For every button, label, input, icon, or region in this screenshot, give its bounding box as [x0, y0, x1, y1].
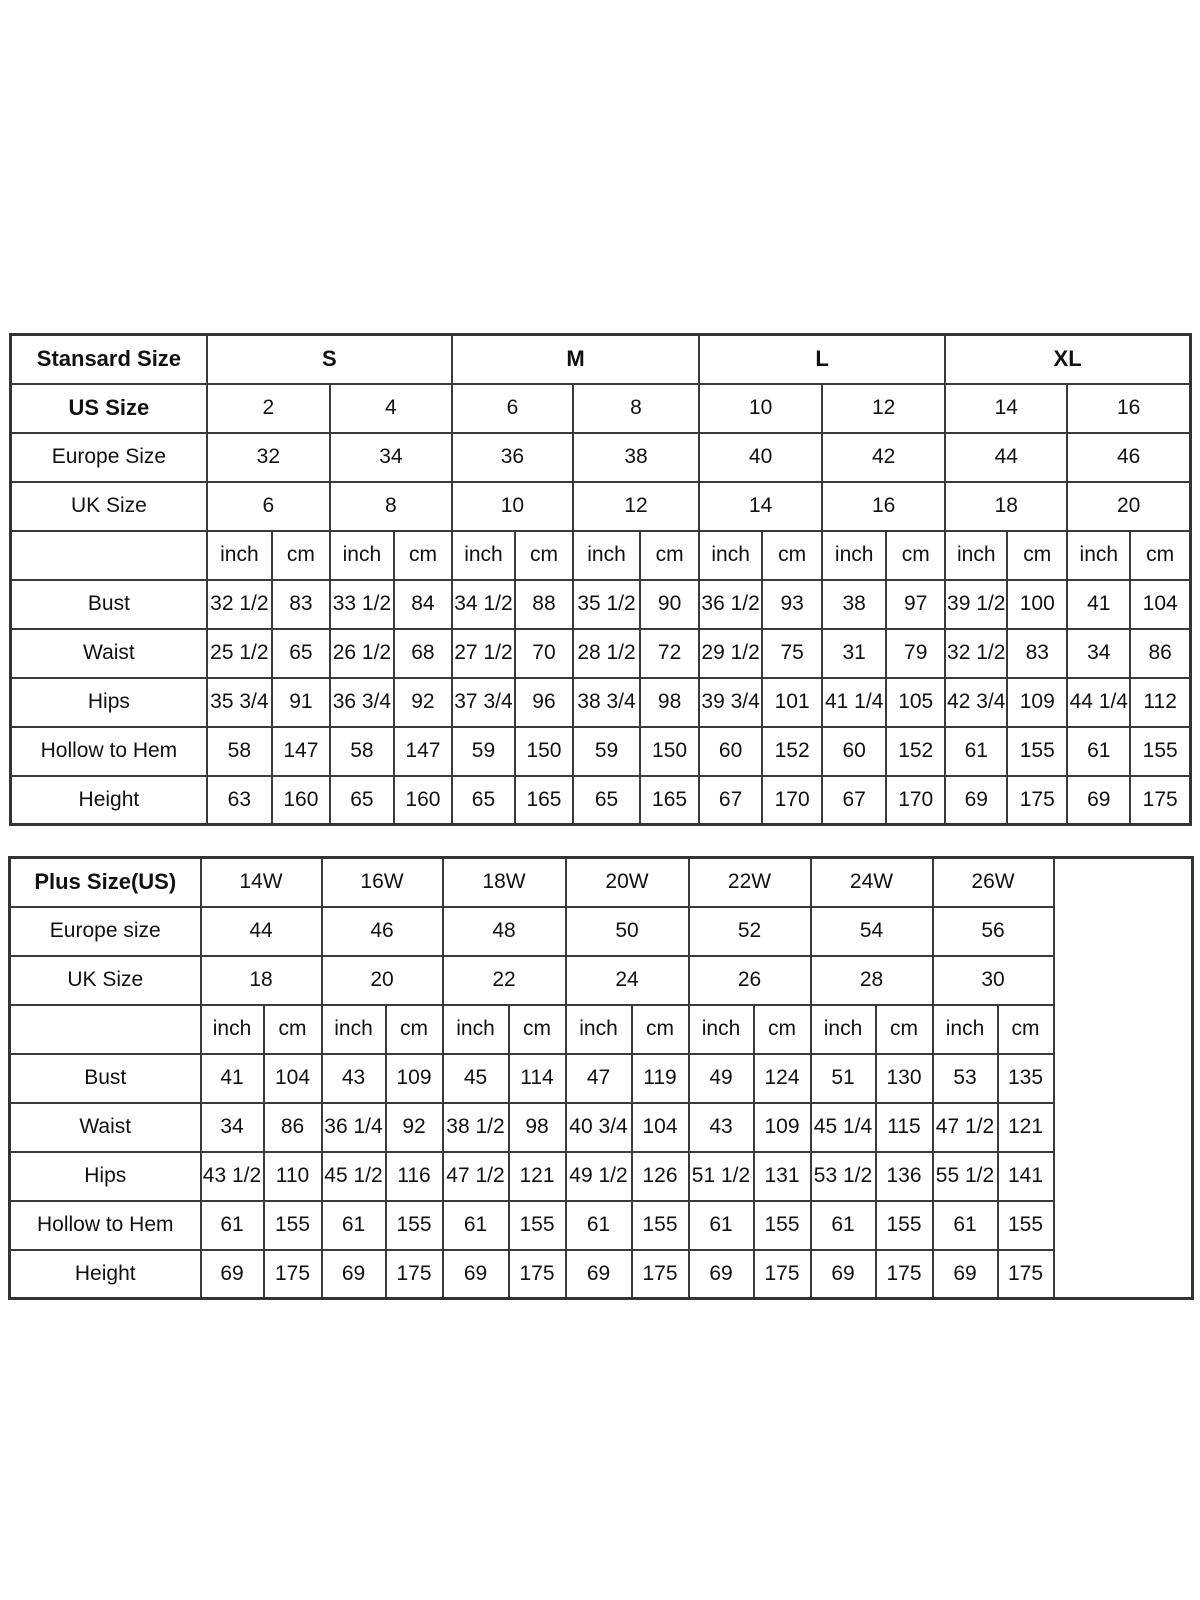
size-group-l: L — [699, 335, 945, 384]
measure-value: 45 1/2 — [322, 1152, 386, 1201]
us-size-value: 2 — [207, 384, 330, 433]
measure-value: 67 — [822, 776, 886, 825]
measure-value: 35 1/2 — [573, 580, 640, 629]
measure-value: 126 — [632, 1152, 689, 1201]
measure-value: 115 — [876, 1103, 933, 1152]
measure-value: 45 — [443, 1054, 509, 1103]
plus-uk-size-value: 22 — [443, 956, 566, 1005]
measure-value: 37 3/4 — [452, 678, 515, 727]
measure-value: 41 — [1067, 580, 1130, 629]
measure-value: 92 — [394, 678, 452, 727]
measure-value: 49 1/2 — [566, 1152, 632, 1201]
plus-size-table — [8, 856, 1194, 1300]
unit-inch-header: inch — [811, 1005, 876, 1054]
measure-value: 175 — [264, 1250, 322, 1299]
unit-inch-header: inch — [443, 1005, 509, 1054]
measure-value: 112 — [1130, 678, 1190, 727]
europe-size-value: 44 — [945, 433, 1067, 482]
plus-us-size-value: 16W — [322, 858, 443, 907]
unit-cm-header: cm — [386, 1005, 443, 1054]
measure-value: 88 — [515, 580, 573, 629]
standard-size-label: Stansard Size — [11, 335, 207, 384]
size-group-m: M — [452, 335, 699, 384]
plus-uk-size-value: 26 — [689, 956, 811, 1005]
measure-value: 135 — [998, 1054, 1054, 1103]
measure-value: 32 1/2 — [945, 629, 1007, 678]
unit-inch-header: inch — [322, 1005, 386, 1054]
measure-value: 72 — [640, 629, 699, 678]
plus-measure-row-hollow-to-hem — [10, 1201, 1193, 1250]
measure-value: 43 — [689, 1103, 754, 1152]
unit-inch-header: inch — [1067, 531, 1130, 580]
measure-value: 53 1/2 — [811, 1152, 876, 1201]
measure-value: 101 — [762, 678, 822, 727]
measure-value: 45 1/4 — [811, 1103, 876, 1152]
measure-value: 91 — [272, 678, 330, 727]
measure-value: 152 — [762, 727, 822, 776]
measure-value: 147 — [272, 727, 330, 776]
measure-value: 47 — [566, 1054, 632, 1103]
measure-value: 105 — [886, 678, 945, 727]
measure-value: 40 3/4 — [566, 1103, 632, 1152]
measure-value: 69 — [201, 1250, 264, 1299]
measure-value: 38 1/2 — [443, 1103, 509, 1152]
measure-value: 39 1/2 — [945, 580, 1007, 629]
measure-value: 69 — [945, 776, 1007, 825]
measure-value: 92 — [386, 1103, 443, 1152]
unit-cm-header: cm — [632, 1005, 689, 1054]
measure-value: 96 — [515, 678, 573, 727]
plus-measure-label-bust: Bust — [10, 1054, 201, 1103]
measure-value: 69 — [689, 1250, 754, 1299]
unit-cm-header: cm — [264, 1005, 322, 1054]
measure-value: 41 — [201, 1054, 264, 1103]
measure-label-bust: Bust — [11, 580, 207, 629]
measure-value: 65 — [573, 776, 640, 825]
size-group-xl: XL — [945, 335, 1190, 384]
measure-value: 70 — [515, 629, 573, 678]
plus-europe-size-value: 56 — [933, 907, 1054, 956]
measure-value: 61 — [201, 1201, 264, 1250]
measure-value: 68 — [394, 629, 452, 678]
measure-value: 59 — [452, 727, 515, 776]
uk-size-value: 8 — [330, 482, 452, 531]
measure-value: 36 3/4 — [330, 678, 394, 727]
measure-value: 165 — [640, 776, 699, 825]
unit-cm-header: cm — [1007, 531, 1067, 580]
uk-size-value: 20 — [1067, 482, 1190, 531]
plus-measure-row-waist — [10, 1103, 1193, 1152]
measure-value: 33 1/2 — [330, 580, 394, 629]
measure-value: 61 — [1067, 727, 1130, 776]
measure-value: 34 — [201, 1103, 264, 1152]
measure-value: 26 1/2 — [330, 629, 394, 678]
measure-row-hollow-to-hem — [11, 727, 1191, 776]
unit-inch-header: inch — [573, 531, 640, 580]
plus-us-size-value: 14W — [201, 858, 322, 907]
measure-value: 98 — [509, 1103, 566, 1152]
measure-value: 61 — [933, 1201, 998, 1250]
standard-size-table — [9, 333, 1192, 826]
measure-value: 155 — [386, 1201, 443, 1250]
measure-value: 175 — [1130, 776, 1190, 825]
uk-size-value: 18 — [945, 482, 1067, 531]
measure-value: 121 — [509, 1152, 566, 1201]
measure-value: 79 — [886, 629, 945, 678]
measure-value: 109 — [754, 1103, 811, 1152]
measure-value: 65 — [272, 629, 330, 678]
measure-value: 38 3/4 — [573, 678, 640, 727]
us-size-value: 12 — [822, 384, 945, 433]
unit-cm-header: cm — [886, 531, 945, 580]
measure-value: 69 — [1067, 776, 1130, 825]
measure-value: 155 — [998, 1201, 1054, 1250]
measure-value: 61 — [443, 1201, 509, 1250]
plus-us-size-value: 24W — [811, 858, 933, 907]
us-size-value: 10 — [699, 384, 822, 433]
unit-inch-header: inch — [330, 531, 394, 580]
measure-value: 155 — [632, 1201, 689, 1250]
measure-value: 61 — [811, 1201, 876, 1250]
unit-cm-header: cm — [394, 531, 452, 580]
measure-value: 34 1/2 — [452, 580, 515, 629]
measure-value: 65 — [452, 776, 515, 825]
plus-measure-row-height — [10, 1250, 1193, 1299]
measure-value: 38 — [822, 580, 886, 629]
measure-value: 34 — [1067, 629, 1130, 678]
measure-value: 43 1/2 — [201, 1152, 264, 1201]
uk-size-value: 14 — [699, 482, 822, 531]
us-size-value: 16 — [1067, 384, 1190, 433]
measure-value: 175 — [509, 1250, 566, 1299]
measure-label-hollow-to-hem: Hollow to Hem — [11, 727, 207, 776]
plus-uk-size-value: 28 — [811, 956, 933, 1005]
unit-inch-header: inch — [945, 531, 1007, 580]
unit-header-blank — [10, 1005, 201, 1054]
measure-value: 100 — [1007, 580, 1067, 629]
us-size-row — [11, 384, 1191, 433]
europe-size-label: Europe Size — [11, 433, 207, 482]
measure-value: 124 — [754, 1054, 811, 1103]
europe-size-value: 36 — [452, 433, 573, 482]
blank-area — [1054, 858, 1193, 1299]
measure-value: 136 — [876, 1152, 933, 1201]
plus-measure-label-hollow-to-hem: Hollow to Hem — [10, 1201, 201, 1250]
plus-uk-size-value: 24 — [566, 956, 689, 1005]
measure-value: 58 — [330, 727, 394, 776]
plus-uk-size-row — [10, 956, 1193, 1005]
plus-europe-size-label: Europe size — [10, 907, 201, 956]
measure-value: 55 1/2 — [933, 1152, 998, 1201]
europe-size-value: 38 — [573, 433, 699, 482]
plus-uk-size-value: 30 — [933, 956, 1054, 1005]
measure-value: 41 1/4 — [822, 678, 886, 727]
measure-value: 155 — [876, 1201, 933, 1250]
measure-value: 160 — [272, 776, 330, 825]
unit-inch-header: inch — [201, 1005, 264, 1054]
measure-value: 60 — [822, 727, 886, 776]
measure-value: 175 — [998, 1250, 1054, 1299]
plus-measure-row-bust — [10, 1054, 1193, 1103]
plus-measure-row-hips — [10, 1152, 1193, 1201]
measure-value: 150 — [640, 727, 699, 776]
unit-inch-header: inch — [207, 531, 272, 580]
measure-value: 121 — [998, 1103, 1054, 1152]
plus-europe-size-row — [10, 907, 1193, 956]
unit-cm-header: cm — [272, 531, 330, 580]
plus-uk-size-value: 18 — [201, 956, 322, 1005]
measure-value: 61 — [322, 1201, 386, 1250]
measure-value: 155 — [754, 1201, 811, 1250]
measure-value: 69 — [933, 1250, 998, 1299]
plus-us-size-value: 20W — [566, 858, 689, 907]
uk-size-row — [11, 482, 1191, 531]
europe-size-value: 42 — [822, 433, 945, 482]
measure-value: 47 1/2 — [933, 1103, 998, 1152]
europe-size-value: 32 — [207, 433, 330, 482]
unit-cm-header: cm — [876, 1005, 933, 1054]
measure-value: 98 — [640, 678, 699, 727]
unit-cm-header: cm — [1130, 531, 1190, 580]
plus-unit-header-row — [10, 1005, 1193, 1054]
plus-measure-label-waist: Waist — [10, 1103, 201, 1152]
uk-size-value: 10 — [452, 482, 573, 531]
measure-value: 53 — [933, 1054, 998, 1103]
measure-row-waist — [11, 629, 1191, 678]
measure-value: 86 — [1130, 629, 1190, 678]
measure-value: 155 — [509, 1201, 566, 1250]
plus-europe-size-value: 52 — [689, 907, 811, 956]
plus-europe-size-value: 48 — [443, 907, 566, 956]
measure-value: 90 — [640, 580, 699, 629]
unit-inch-header: inch — [699, 531, 762, 580]
measure-value: 58 — [207, 727, 272, 776]
plus-us-size-value: 26W — [933, 858, 1054, 907]
plus-measure-label-hips: Hips — [10, 1152, 201, 1201]
measure-value: 36 1/4 — [322, 1103, 386, 1152]
uk-size-value: 6 — [207, 482, 330, 531]
measure-value: 61 — [566, 1201, 632, 1250]
measure-value: 69 — [566, 1250, 632, 1299]
measure-value: 69 — [322, 1250, 386, 1299]
measure-value: 29 1/2 — [699, 629, 762, 678]
plus-size-label: Plus Size(US) — [10, 858, 201, 907]
measure-value: 84 — [394, 580, 452, 629]
measure-value: 42 3/4 — [945, 678, 1007, 727]
us-size-value: 6 — [452, 384, 573, 433]
measure-value: 69 — [443, 1250, 509, 1299]
plus-europe-size-value: 44 — [201, 907, 322, 956]
measure-value: 104 — [632, 1103, 689, 1152]
measure-value: 67 — [699, 776, 762, 825]
us-size-value: 4 — [330, 384, 452, 433]
measure-value: 43 — [322, 1054, 386, 1103]
measure-value: 175 — [386, 1250, 443, 1299]
plus-uk-size-value: 20 — [322, 956, 443, 1005]
size-group-s: S — [207, 335, 452, 384]
measure-value: 150 — [515, 727, 573, 776]
measure-value: 69 — [811, 1250, 876, 1299]
measure-value: 39 3/4 — [699, 678, 762, 727]
measure-value: 31 — [822, 629, 886, 678]
measure-value: 110 — [264, 1152, 322, 1201]
measure-value: 170 — [886, 776, 945, 825]
measure-value: 83 — [1007, 629, 1067, 678]
measure-value: 165 — [515, 776, 573, 825]
measure-value: 131 — [754, 1152, 811, 1201]
europe-size-value: 46 — [1067, 433, 1190, 482]
plus-us-size-row — [10, 858, 1193, 907]
measure-value: 170 — [762, 776, 822, 825]
measure-value: 109 — [386, 1054, 443, 1103]
europe-size-value: 40 — [699, 433, 822, 482]
measure-row-hips — [11, 678, 1191, 727]
measure-value: 28 1/2 — [573, 629, 640, 678]
measure-value: 49 — [689, 1054, 754, 1103]
measure-value: 97 — [886, 580, 945, 629]
unit-inch-header: inch — [689, 1005, 754, 1054]
unit-cm-header: cm — [754, 1005, 811, 1054]
measure-value: 175 — [1007, 776, 1067, 825]
measure-value: 119 — [632, 1054, 689, 1103]
plus-us-size-value: 18W — [443, 858, 566, 907]
measure-value: 93 — [762, 580, 822, 629]
measure-value: 116 — [386, 1152, 443, 1201]
measure-value: 83 — [272, 580, 330, 629]
measure-value: 109 — [1007, 678, 1067, 727]
plus-europe-size-value: 46 — [322, 907, 443, 956]
measure-value: 32 1/2 — [207, 580, 272, 629]
unit-header-blank — [11, 531, 207, 580]
uk-size-label: UK Size — [11, 482, 207, 531]
measure-label-waist: Waist — [11, 629, 207, 678]
measure-value: 152 — [886, 727, 945, 776]
measure-value: 61 — [689, 1201, 754, 1250]
europe-size-row — [11, 433, 1191, 482]
plus-us-size-value: 22W — [689, 858, 811, 907]
measure-value: 27 1/2 — [452, 629, 515, 678]
measure-value: 114 — [509, 1054, 566, 1103]
unit-inch-header: inch — [933, 1005, 998, 1054]
unit-cm-header: cm — [998, 1005, 1054, 1054]
measure-value: 51 1/2 — [689, 1152, 754, 1201]
measure-value: 175 — [876, 1250, 933, 1299]
measure-row-height — [11, 776, 1191, 825]
measure-value: 44 1/4 — [1067, 678, 1130, 727]
measure-value: 63 — [207, 776, 272, 825]
unit-cm-header: cm — [640, 531, 699, 580]
measure-value: 36 1/2 — [699, 580, 762, 629]
measure-label-hips: Hips — [11, 678, 207, 727]
plus-uk-size-label: UK Size — [10, 956, 201, 1005]
measure-value: 25 1/2 — [207, 629, 272, 678]
plus-europe-size-value: 50 — [566, 907, 689, 956]
measure-value: 60 — [699, 727, 762, 776]
us-size-label: US Size — [11, 384, 207, 433]
measure-label-height: Height — [11, 776, 207, 825]
europe-size-value: 34 — [330, 433, 452, 482]
measure-value: 75 — [762, 629, 822, 678]
measure-value: 59 — [573, 727, 640, 776]
unit-cm-header: cm — [762, 531, 822, 580]
measure-value: 104 — [264, 1054, 322, 1103]
measure-value: 51 — [811, 1054, 876, 1103]
measure-value: 104 — [1130, 580, 1190, 629]
measure-value: 155 — [1007, 727, 1067, 776]
us-size-value: 14 — [945, 384, 1067, 433]
measure-value: 141 — [998, 1152, 1054, 1201]
us-size-value: 8 — [573, 384, 699, 433]
measure-value: 160 — [394, 776, 452, 825]
measure-value: 147 — [394, 727, 452, 776]
size-group-row — [11, 335, 1191, 384]
measure-value: 35 3/4 — [207, 678, 272, 727]
measure-value: 175 — [632, 1250, 689, 1299]
measure-value: 175 — [754, 1250, 811, 1299]
measure-value: 47 1/2 — [443, 1152, 509, 1201]
unit-cm-header: cm — [515, 531, 573, 580]
measure-value: 61 — [945, 727, 1007, 776]
plus-europe-size-value: 54 — [811, 907, 933, 956]
measure-value: 86 — [264, 1103, 322, 1152]
plus-measure-label-height: Height — [10, 1250, 201, 1299]
unit-inch-header: inch — [822, 531, 886, 580]
measure-value: 155 — [1130, 727, 1190, 776]
measure-value: 65 — [330, 776, 394, 825]
uk-size-value: 16 — [822, 482, 945, 531]
unit-inch-header: inch — [452, 531, 515, 580]
measure-value: 155 — [264, 1201, 322, 1250]
unit-inch-header: inch — [566, 1005, 632, 1054]
unit-cm-header: cm — [509, 1005, 566, 1054]
measure-row-bust — [11, 580, 1191, 629]
measure-value: 130 — [876, 1054, 933, 1103]
uk-size-value: 12 — [573, 482, 699, 531]
unit-header-row — [11, 531, 1191, 580]
